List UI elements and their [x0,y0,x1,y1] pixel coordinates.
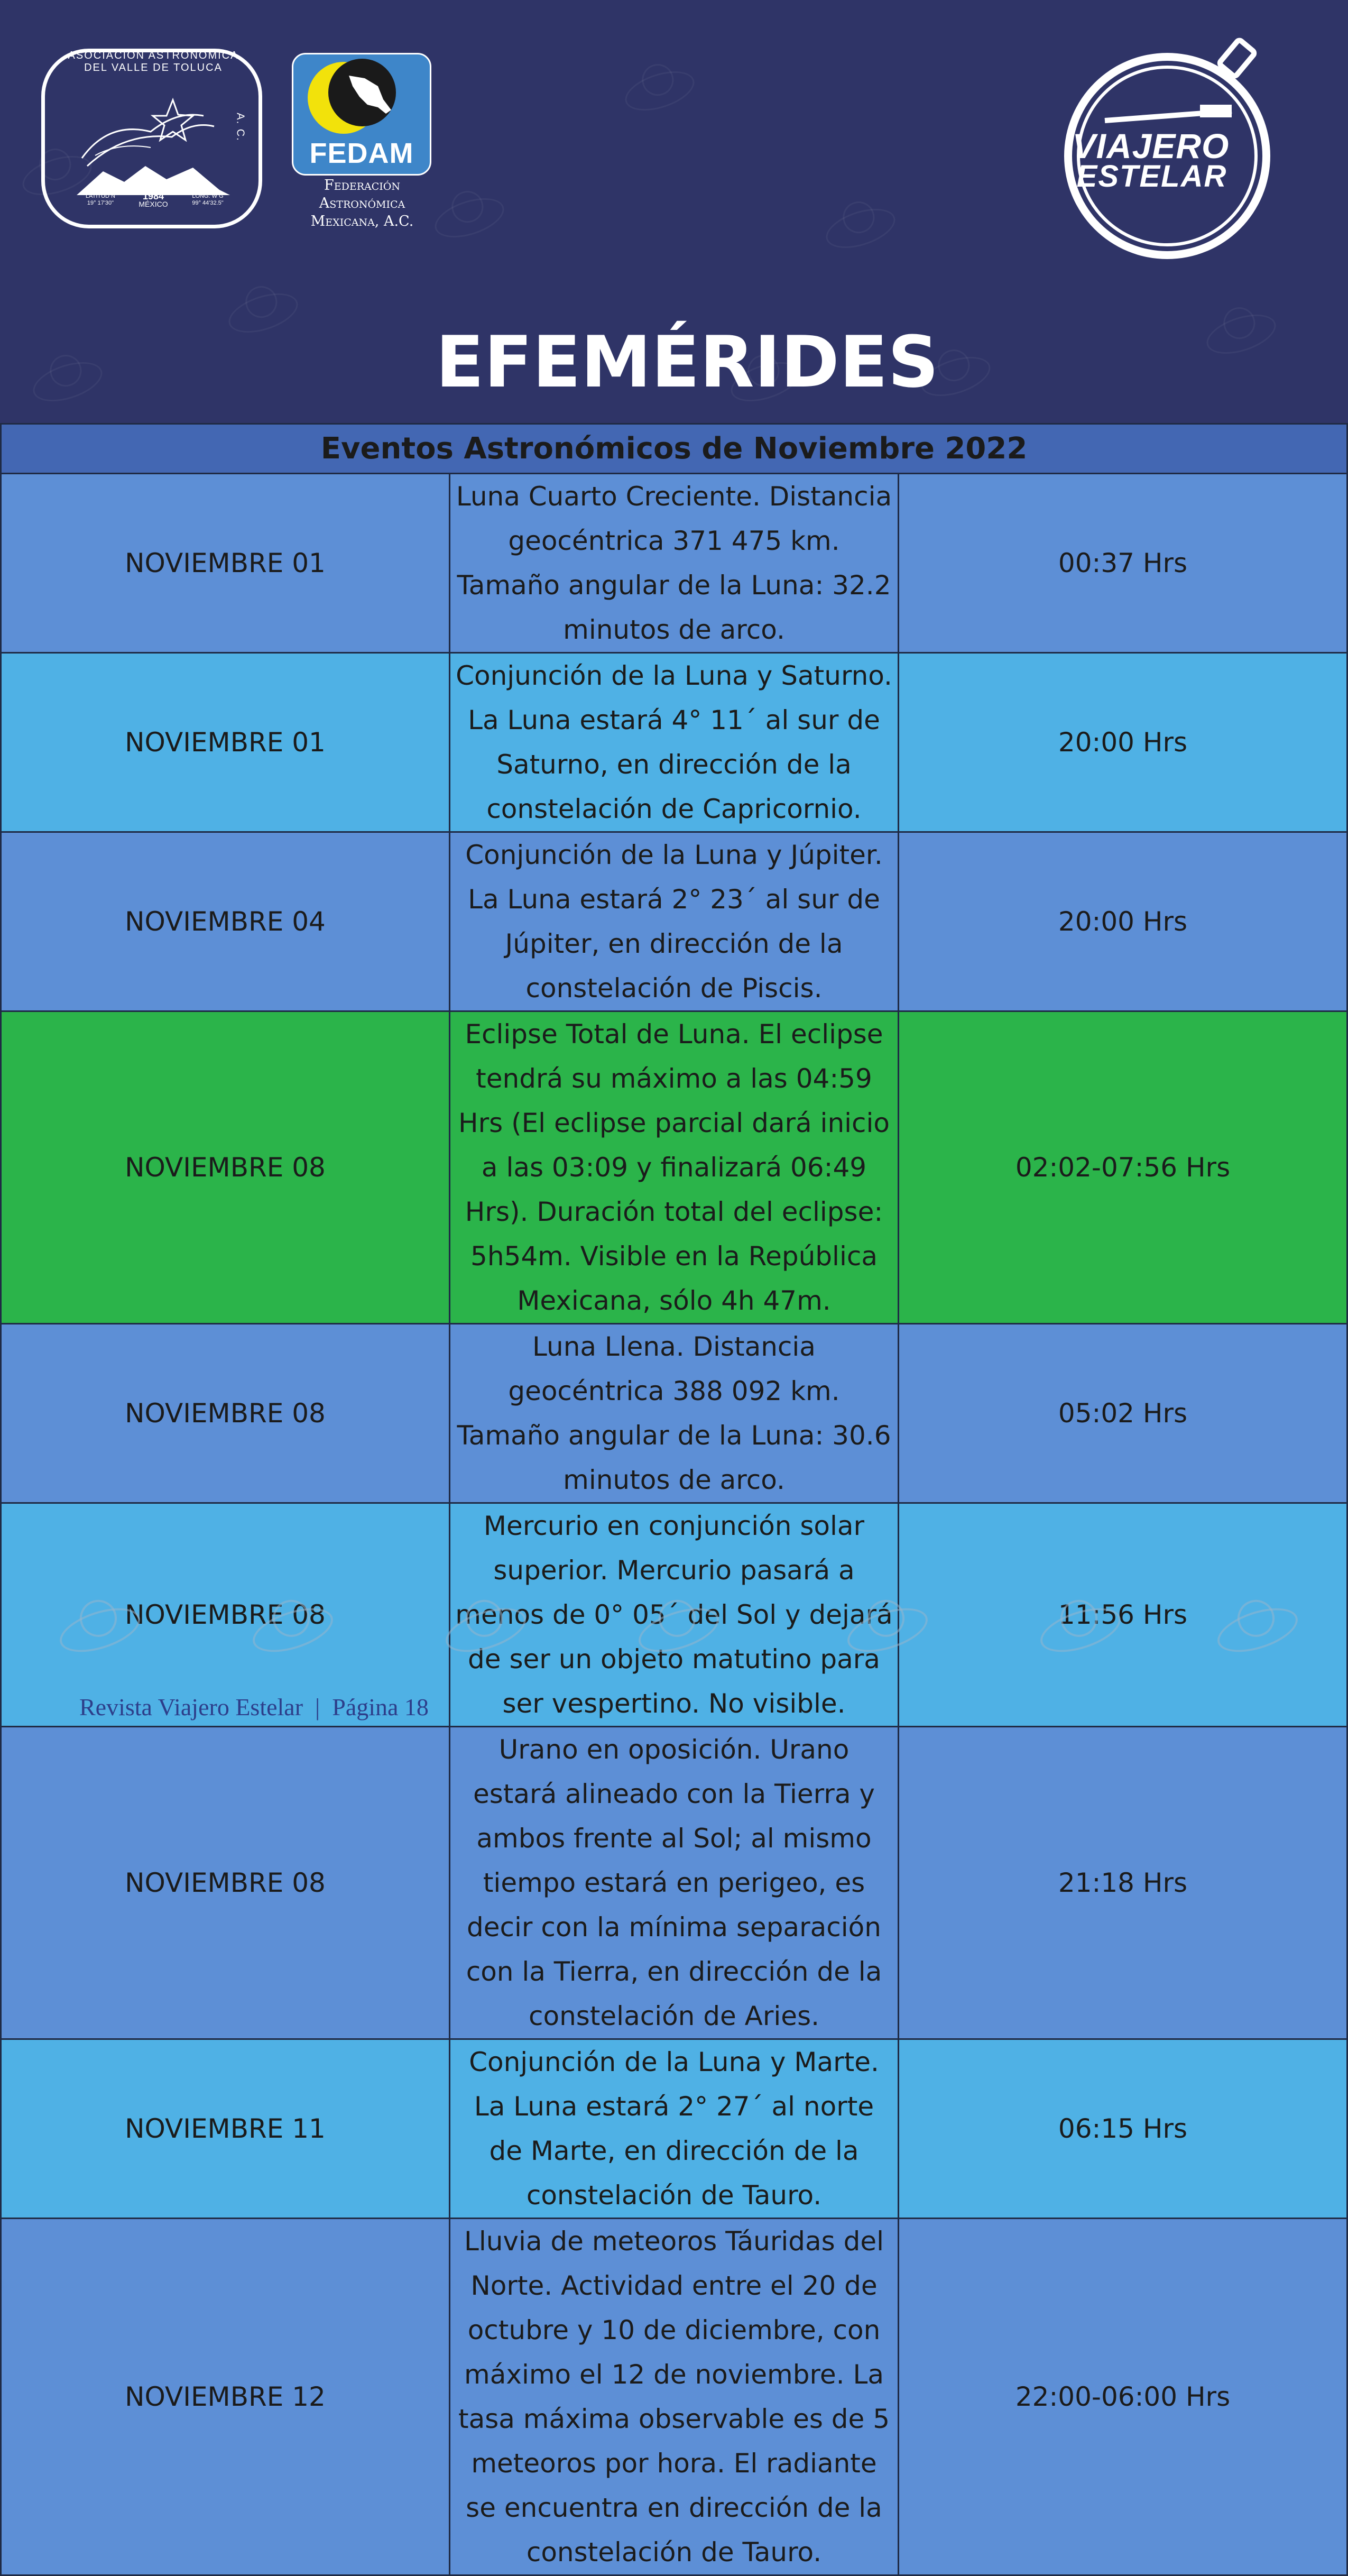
planet-icon [842,1599,933,1660]
event-description: Mercurio en conjunción solar superior. Mercurio pasará a menos de 0° 05´ del Sol y dejará de ser un objeto matutino para ser vespertino. No visible. [450,1503,899,1727]
table-row [1,832,1347,1011]
planet-icon [1035,1599,1126,1660]
event-time: 06:15 Hrs [899,2039,1347,2219]
planet-icon [247,1599,338,1660]
aavt-latitude-value: 19° 17'30" [87,200,114,206]
planet-icon [54,1599,145,1660]
table-row [1,2039,1347,2219]
planet-icon [620,64,699,118]
table-row [1,2219,1347,2575]
event-description: Luna Cuarto Creciente. Distancia geocéntrica 371 475 km. Tamaño angular de la Luna: 32.2 minutos de arco. [450,474,899,653]
planet-icon [440,1599,531,1660]
aavt-founded [124,185,182,208]
event-time: 20:00 Hrs [899,832,1347,1011]
event-description: Luna Llena. Distancia geocéntrica 388 092 km. Tamaño angular de la Luna: 30.6 minutos de arco. [450,1324,899,1503]
event-description: Conjunción de la Luna y Saturno. La Luna estará 4° 11´ al sur de Saturno, en dirección de la constelación de Capricornio. [450,653,899,832]
planet-icon [1212,1599,1303,1660]
aavt-logo [41,49,262,228]
table-row [1,1011,1347,1324]
event-date: NOVIEMBRE 01 [1,474,450,653]
fedam-caption-line3: Mexicana, A.C. [310,213,414,229]
viajero-text: VIAJERO [1072,126,1230,165]
event-description: Conjunción de la Luna y Marte. La Luna estará 2° 27´ al norte de Marte, en dirección de la constelación de Tauro. [450,2039,899,2219]
event-description: Conjunción de la Luna y Júpiter. La Luna estará 2° 23´ al sur de Júpiter, en dirección de la constelación de Piscis. [450,832,899,1011]
fedam-acronym: FEDAM [309,137,414,169]
event-description: Eclipse Total de Luna. El eclipse tendrá su máximo a las 04:59 Hrs (El eclipse parcial dará inicio a las 03:09 y finalizará 06:49 Hrs). Duración total del eclipse: 5h54m. Visible en la República Mexicana, sólo 4h 47m. [450,1011,899,1324]
table-row [1,474,1347,653]
table-title: Eventos Astronómicos de Noviembre 2022 [1,424,1347,474]
aavt-longitude-value: 99° 44'32.5" [192,200,224,206]
table-row [1,1324,1347,1503]
estelar-text: ESTELAR [1076,159,1227,194]
aavt-latitude-label: LATITUD N [85,193,116,199]
table-row [1,1727,1347,2039]
decorative-planet-pattern-bottom [0,1591,1348,1666]
event-time: 02:02-07:56 Hrs [899,1011,1347,1324]
aavt-suffix-text: A. C. [234,113,246,142]
aavt-longitude-label: LONG. W G [192,193,224,199]
planet-icon [821,201,900,256]
page-footer: Revista Viajero Estelar | Página 18 [79,1694,429,1721]
planet-icon [633,1599,724,1660]
table-row [1,653,1347,832]
aavt-country: MÉXICO [139,200,168,208]
event-date: NOVIEMBRE 11 [1,2039,450,2219]
event-date: NOVIEMBRE 08 [1,1011,450,1324]
fedam-caption [270,177,455,231]
event-time: 21:18 Hrs [899,1727,1347,2039]
aavt-latitude [77,193,124,207]
fedam-caption-line2: Astronómica [319,195,405,211]
event-time: 20:00 Hrs [899,653,1347,832]
event-description: Urano en oposición. Urano estará alineado con la Tierra y ambos frente al Sol; al mismo tiempo estará en perigeo, es decir con la mínima separación con la Tierra, en dirección de la constelación de Aries. [450,1727,899,2039]
page-title: EFEMÉRIDES [436,321,939,403]
event-time: 00:37 Hrs [899,474,1347,653]
event-description: Lluvia de meteoros Táuridas del Norte. Actividad entre el 20 de octubre y 10 de diciembre, con máximo el 12 de noviembre. La tasa máxima observable es de 5 meteoros por hora. El radiante se encuentra en dirección de la constelación de Tauro. [450,2219,899,2575]
events-table [0,423,1348,2576]
aavt-longitude [181,193,234,207]
event-date: NOVIEMBRE 08 [1,1324,450,1503]
fedam-logo [292,53,431,176]
aavt-founded-year: 1984 [142,191,164,201]
aavt-founded-label: FUNDADA EN [129,184,178,192]
table-title-row [1,424,1347,474]
event-time: 11:56 Hrs [899,1503,1347,1727]
event-date: NOVIEMBRE 08 [1,1503,450,1727]
event-time: 05:02 Hrs [899,1324,1347,1503]
event-date: NOVIEMBRE 12 [1,2219,450,2575]
event-date: NOVIEMBRE 08 [1,1727,450,2039]
event-date: NOVIEMBRE 04 [1,832,450,1011]
aavt-name-text: ASOCIACIÓN ASTRONÓMICA DEL VALLE DE TOLUCA [68,50,239,73]
viajero-estelar-logo [1057,32,1295,270]
event-date: NOVIEMBRE 01 [1,653,450,832]
fedam-caption-line1: Federación [324,177,400,194]
event-time: 22:00-06:00 Hrs [899,2219,1347,2575]
